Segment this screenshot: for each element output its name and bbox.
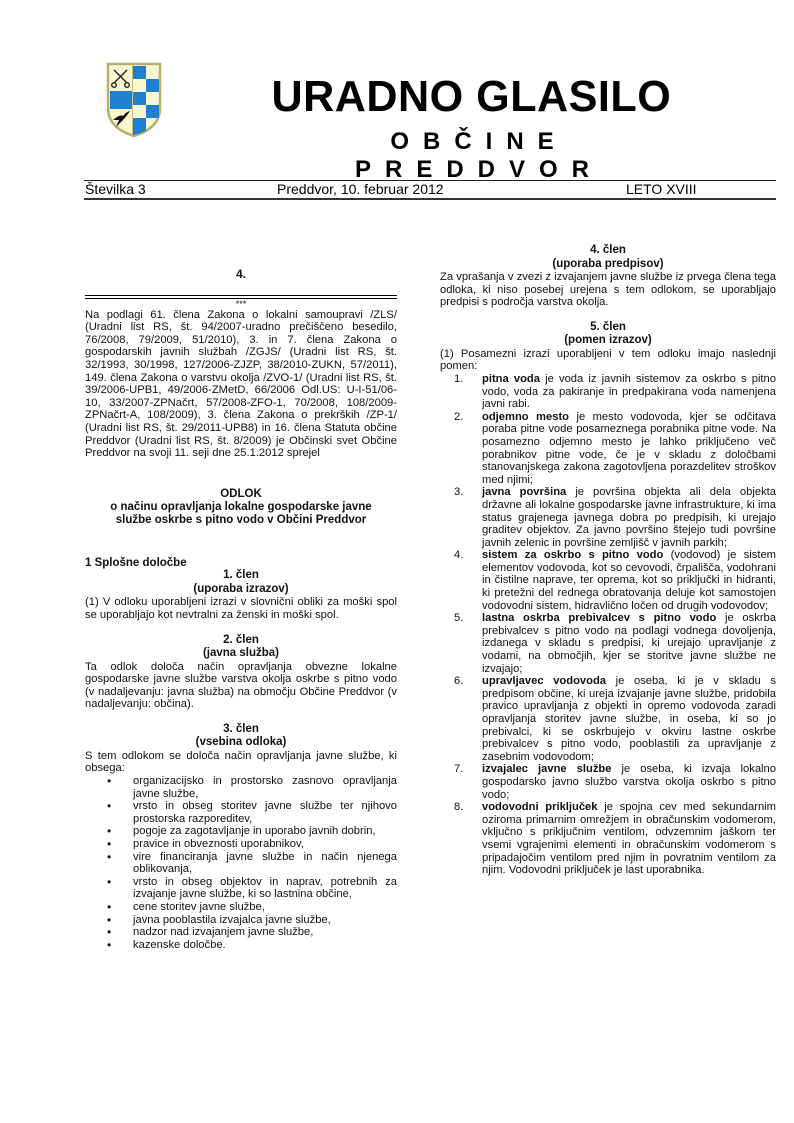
separator-stars: ***	[235, 298, 247, 309]
definition-text: je površina objekta ali dela objekta državne ali lokalne gospodarske javne infrastrukture, ki ima status grajenega javnega dobra po predpisih, ki urejajo graditev objektov. Za javno površino štejejo tudi površine javnih zelenic in površine zemljišč v javnih parkih;	[482, 486, 776, 549]
publication-subtitle: OBČINE PREDDVOR	[354, 128, 604, 183]
article-5-title: (pomen izrazov)	[564, 334, 652, 347]
definition-term: odjemno mesto	[482, 410, 570, 423]
list-item: • pogoje za zagotavljanje in uporabo javnih dobrin,	[133, 825, 397, 838]
article-5-intro: (1) Posamezni izrazi uporabljeni v tem odloku imajo naslednji pomen:	[440, 347, 776, 373]
decree-heading	[85, 488, 397, 527]
definition-text: je spojna cev med sekundarnim oziroma primarnim omrežjem in obračunskim vodomerom, vključno s priključnim ventilom, odvzemnim jaškom ter vsemi vgrajenimi elementi in obračunskim vodomerom s pripadajočim ventilom pred njim in povratnim ventilom za njim. Vodovodni priključek je last uporabnika.	[482, 801, 776, 877]
definition-term: lastna oskrba prebivalcev s pitno vodo	[482, 612, 717, 625]
article-2-number: 2. člen	[223, 633, 259, 646]
article-1-number: 1. člen	[223, 569, 259, 582]
right-column	[440, 244, 776, 877]
definition-term: upravljavec vodovoda	[482, 675, 607, 688]
definition-item: 8. vodovodni priključek je spojna cev med sekundarnim oziroma primarnim omrežjem in obračunskim vodomerom, vključno s priključnim ventilom, odvzemnim jaškom ter vsemi vgrajenimi elementi in obračunskim vodomerom s pripadajočim ventilom pred njim in povratnim ventilom za njim. Vodovodni priključek je last uporabnika.	[454, 801, 776, 877]
definition-term: pitna voda	[482, 372, 540, 385]
volume-year: LETO XVIII	[626, 181, 697, 197]
definition-text: je oseba, ki izvaja lokalno gospodarsko javno službo varstva okolja oskrbo s pitno vodo;	[482, 763, 776, 801]
definition-text: je oskrba prebivalcev s pitno vodo na podlagi vodnega dovoljenja, izdanega v skladu s predpisi, ki urejajo upravljanje z vodami, na območjih, kjer se storitve javne službe ne izvajajo;	[482, 612, 776, 675]
preamble-text: Na podlagi 61. člena Zakona o lokalni samoupravi /ZLS/ (Uradni list RS, št. 94/2007-uradno prečiščeno besedilo, 76/2008, 79/2009, 51/2010), 3. in 7. člena Zakona o gospodarskih javnih službah /ZGJS/ (Uradni list RS, št. 32/1993, 30/1998, 127/2006-ZJZP, 38/2010-ZUKN, 57/2011), 149. člena Zakona o varstvu okolja /ZVO-1/ (Uradni list RS, št. 39/2006-UPB1, 49/2006-ZMetD, 66/2006 Odl.US: U-I-51/06-10, 33/2007-ZPNačrt, 57/2008-ZFO-1, 70/2008, 108/2009-ZPNačrt-A, 108/2009), 3. člena Zakona o prekrških /ZP-1/ (Uradni list RS, št. 29/2011-UPB8) in 16. člena Statuta občine Preddvor (Uradni list RS, št. 8/2009) je Občinski svet Občine Preddvor na svoji 11. seji dne 25.1.2012 sprejel	[85, 308, 397, 460]
list-item: • kazenske določbe.	[133, 939, 397, 952]
definition-item: 7. izvajalec javne službe je oseba, ki izvaja lokalno gospodarsko javno službo varstva okolja oskrbo s pitno vodo;	[454, 763, 776, 801]
article-2-text: Ta odlok določa način opravljanja obvezne lokalne gospodarske javne službe varstva okolja oskrbe s pitno vodo (v nadaljevanju: javna služba) na območju Občine Preddvor (v nadaljevanju: občina).	[85, 660, 397, 711]
definitions-list	[440, 373, 776, 877]
definition-term: javna površina	[482, 486, 567, 499]
list-item: • pravice in obveznosti uporabnikov,	[133, 838, 397, 851]
definition-item: 5. lastna oskrba prebivalcev s pitno vodo je oskrba prebivalcev s pitno vodo na podlagi vodnega dovoljenja, izdanega v skladu s predpisi, ki urejajo upravljanje z vodami, na območjih, kjer se storitve javne službe ne izvajajo;	[454, 612, 776, 675]
list-item: • javna pooblastila izvajalca javne službe,	[133, 914, 397, 927]
definition-text: je voda iz javnih sistemov za oskrbo s pitno vodo, voda za pakiranje in predpakirana voda namenjena javni rabi.	[482, 372, 776, 411]
coat-of-arms-icon	[106, 62, 162, 138]
article-1-title: (uporaba izrazov)	[193, 582, 289, 595]
decree-title: ODLOK	[220, 487, 262, 500]
list-item: • organizacijsko in prostorsko zasnovo opravljanja javne službe,	[133, 775, 397, 800]
definition-term: sistem za oskrbo s pitno vodo	[482, 549, 664, 562]
publication-title: URADNO GLASILO	[271, 72, 672, 121]
decree-subtitle-line-2: službe oskrbe s pitno vodo v Občini Preddvor	[115, 513, 367, 526]
decree-subtitle-line-1: o načinu opravljanja lokalne gospodarske javne	[110, 500, 372, 513]
definition-term: vodovodni priključek	[482, 801, 598, 814]
definition-item: 2. odjemno mesto je mesto vodovoda, kjer se odčitava poraba pitne vode posameznega porabnika pitne vode. Na posamezno odjemno mesto je lahko priključeno več porabnikov pitne vode, če je v skladu z določbami stanovanjskega zakona zagotovljena porazdelitev stroškov med njimi;	[454, 410, 776, 486]
section-heading: 1 Splošne določbe	[85, 556, 187, 569]
article-4-number: 4. člen	[590, 244, 626, 256]
list-item: • vire financiranja javne službe in način njenega oblikovanja,	[133, 851, 397, 876]
article-3-list	[85, 775, 397, 951]
list-item: • vrsto in obseg objektov in naprav, potrebnih za izvajanje javne službe, ki so lastnina občine,	[133, 876, 397, 901]
document-number: 4.	[235, 267, 246, 281]
article-2-title: (javna služba)	[202, 647, 280, 659]
definition-text: je mesto vodovoda, kjer se odčitava poraba pitne vode posameznega porabnika pitne vode. Na posamezno odjemno mesto je lahko priključeno več porabnikov pitne vode, če je v skladu z določbami stanovanjskega zakona zagotovljena porazdelitev stroškov med njimi;	[482, 410, 776, 486]
definition-item: 3. javna površina je površina objekta ali dela objekta državne ali lokalne gospodarske javne infrastrukture, ki ima status grajenega javnega dobra po predpisih, ki urejajo graditev objektov. Za javno površino štejejo tudi površine javnih zelenic in površine zemljišč v javnih parkih;	[454, 486, 776, 549]
definition-item: 1. pitna voda je voda iz javnih sistemov za oskrbo s pitno vodo, voda za pakiranje in predpakirana voda namenjena javni rabi.	[454, 372, 776, 411]
article-3-number: 3. člen	[223, 722, 259, 735]
issue-number: Številka 3	[85, 181, 146, 197]
double-divider	[85, 295, 397, 299]
article-4-title: (uporaba predpisov)	[552, 257, 664, 270]
article-1-text: (1) V odloku uporabljeni izrazi v slovnični obliki za moški spol se uporabljajo kot nevtralni za ženski in moški spol.	[85, 596, 397, 621]
definition-term: izvajalec javne službe	[482, 763, 612, 776]
article-4-text: Za vprašanja v zvezi z izvajanjem javne službe iz prvega člena tega odloka, ki niso posebej urejena s tem odlokom, se uporabljajo predpisi s področja varstva okolja.	[440, 271, 776, 309]
article-3-intro: S tem odlokom se določa način opravljanja javne službe, ki obsega:	[85, 749, 397, 775]
list-item: • nadzor nad izvajanjem javne službe,	[133, 926, 397, 939]
definition-item: 6. upravljavec vodovoda je oseba, ki je v skladu s predpisom občine, ki ureja izvajanje javne službe, pridobila pravico upravljanja z objekti in opremo vodovoda zaradi opravljanja storitev javne službe, in oseba, ki so jo prebivalci, ki se oskrbujejo v okviru lastne oskrbe prebivalcev s pitno vodo, pooblastili za upravljanje z zasebnim vodovodom;	[454, 675, 776, 763]
left-column	[85, 244, 397, 951]
place-date: Preddvor, 10. februar 2012	[277, 181, 444, 197]
header-rule-bottom	[84, 198, 776, 200]
article-5-number: 5. člen	[590, 320, 626, 333]
list-item: • cene storitev javne službe,	[133, 901, 397, 914]
definition-item: 4. sistem za oskrbo s pitno vodo (vodovod) je sistem elementov vodovoda, kot so cevovodi, črpališča, vodohrani in čistilne naprave, ter oprema, kot so priključki in hidranti, ki pretežni del rednega obratovanja deluje kot samostojen vodovodni sistem, hidravlično ločen od drugih vodovodov;	[454, 549, 776, 612]
article-3-title: (vsebina odloka)	[195, 736, 287, 749]
list-item: • vrsto in obseg storitev javne službe ter njihovo prostorska razporeditev,	[133, 800, 397, 825]
definition-text: je oseba, ki je v skladu s predpisom občine, ki ureja izvajanje javne službe, pridobila pravico upravljanja z objekti in opremo vodovoda zaradi opravljanja storitev javne službe, in oseba, ki so jo prebivalci, ki se oskrbujejo v okviru lastne oskrbe prebivalcev s pitno vodo, pooblastili za upravljanje z zasebnim vodovodom;	[482, 675, 776, 763]
definition-text: (vodovod) je sistem elementov vodovoda, kot so cevovodi, črpališča, vodohrani in čistilne naprave, ter oprema, kot so priključki in hidranti, ki pretežni del rednega obratovanja deluje kot samostojen vodovodni sistem, hidravlično ločen od drugih vodovodov;	[482, 549, 776, 612]
